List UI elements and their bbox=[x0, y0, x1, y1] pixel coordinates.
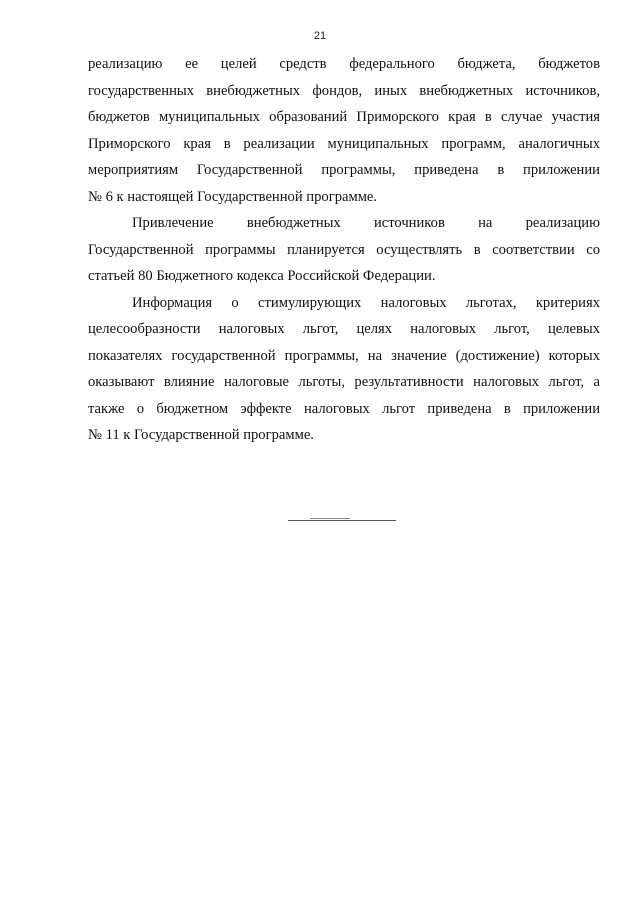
paragraph-3-line-1: Информация о стимулирующих налоговых льготах, критериях bbox=[132, 294, 600, 311]
paragraph-3-line-3: показателях государственной программы, на значение (достижение) которых bbox=[88, 347, 600, 364]
paragraph-3-line-4: оказывают влияние налоговые льготы, результативности налоговых льгот, а bbox=[88, 374, 600, 390]
paragraph-2-line-1: Привлечение внебюджетных источников на реализацию bbox=[132, 215, 600, 231]
divider-accent-line bbox=[310, 518, 350, 519]
paragraph-3-line-5: также о бюджетном эффекте налоговых льгот приведена в приложении bbox=[88, 400, 600, 417]
paragraph-2-line-3: статьей 80 Бюджетного кодекса Российской Федерации. bbox=[88, 268, 436, 284]
paragraph-1-line-3: бюджетов муниципальных образований Приморского края в случае участия bbox=[88, 109, 600, 125]
paragraph-3-line-6: № 11 к Государственной программе. bbox=[88, 427, 314, 443]
document-body bbox=[88, 51, 600, 449]
paragraph-3-line-2: целесообразности налоговых льгот, целях налоговых льгот, целевых bbox=[88, 321, 600, 337]
end-of-section-divider bbox=[288, 518, 396, 522]
divider-line bbox=[288, 520, 396, 521]
paragraph-1-line-6: № 6 к настоящей Государственной программе. bbox=[88, 188, 378, 205]
page-number: 21 bbox=[313, 30, 327, 42]
paragraph-1-line-1: реализацию ее целей средств федерального бюджета, бюджетов bbox=[88, 56, 600, 72]
paragraph-2-line-2: Государственной программы планируется осуществлять в соответствии со bbox=[88, 241, 600, 258]
paragraph-1-line-5: мероприятиям Государственной программы, приведена в приложении bbox=[88, 162, 600, 178]
paragraph-1-line-2: государственных внебюджетных фондов, иных внебюджетных источников, bbox=[88, 82, 600, 99]
paragraph-1-line-4: Приморского края в реализации муниципальных программ, аналогичных bbox=[88, 135, 600, 152]
